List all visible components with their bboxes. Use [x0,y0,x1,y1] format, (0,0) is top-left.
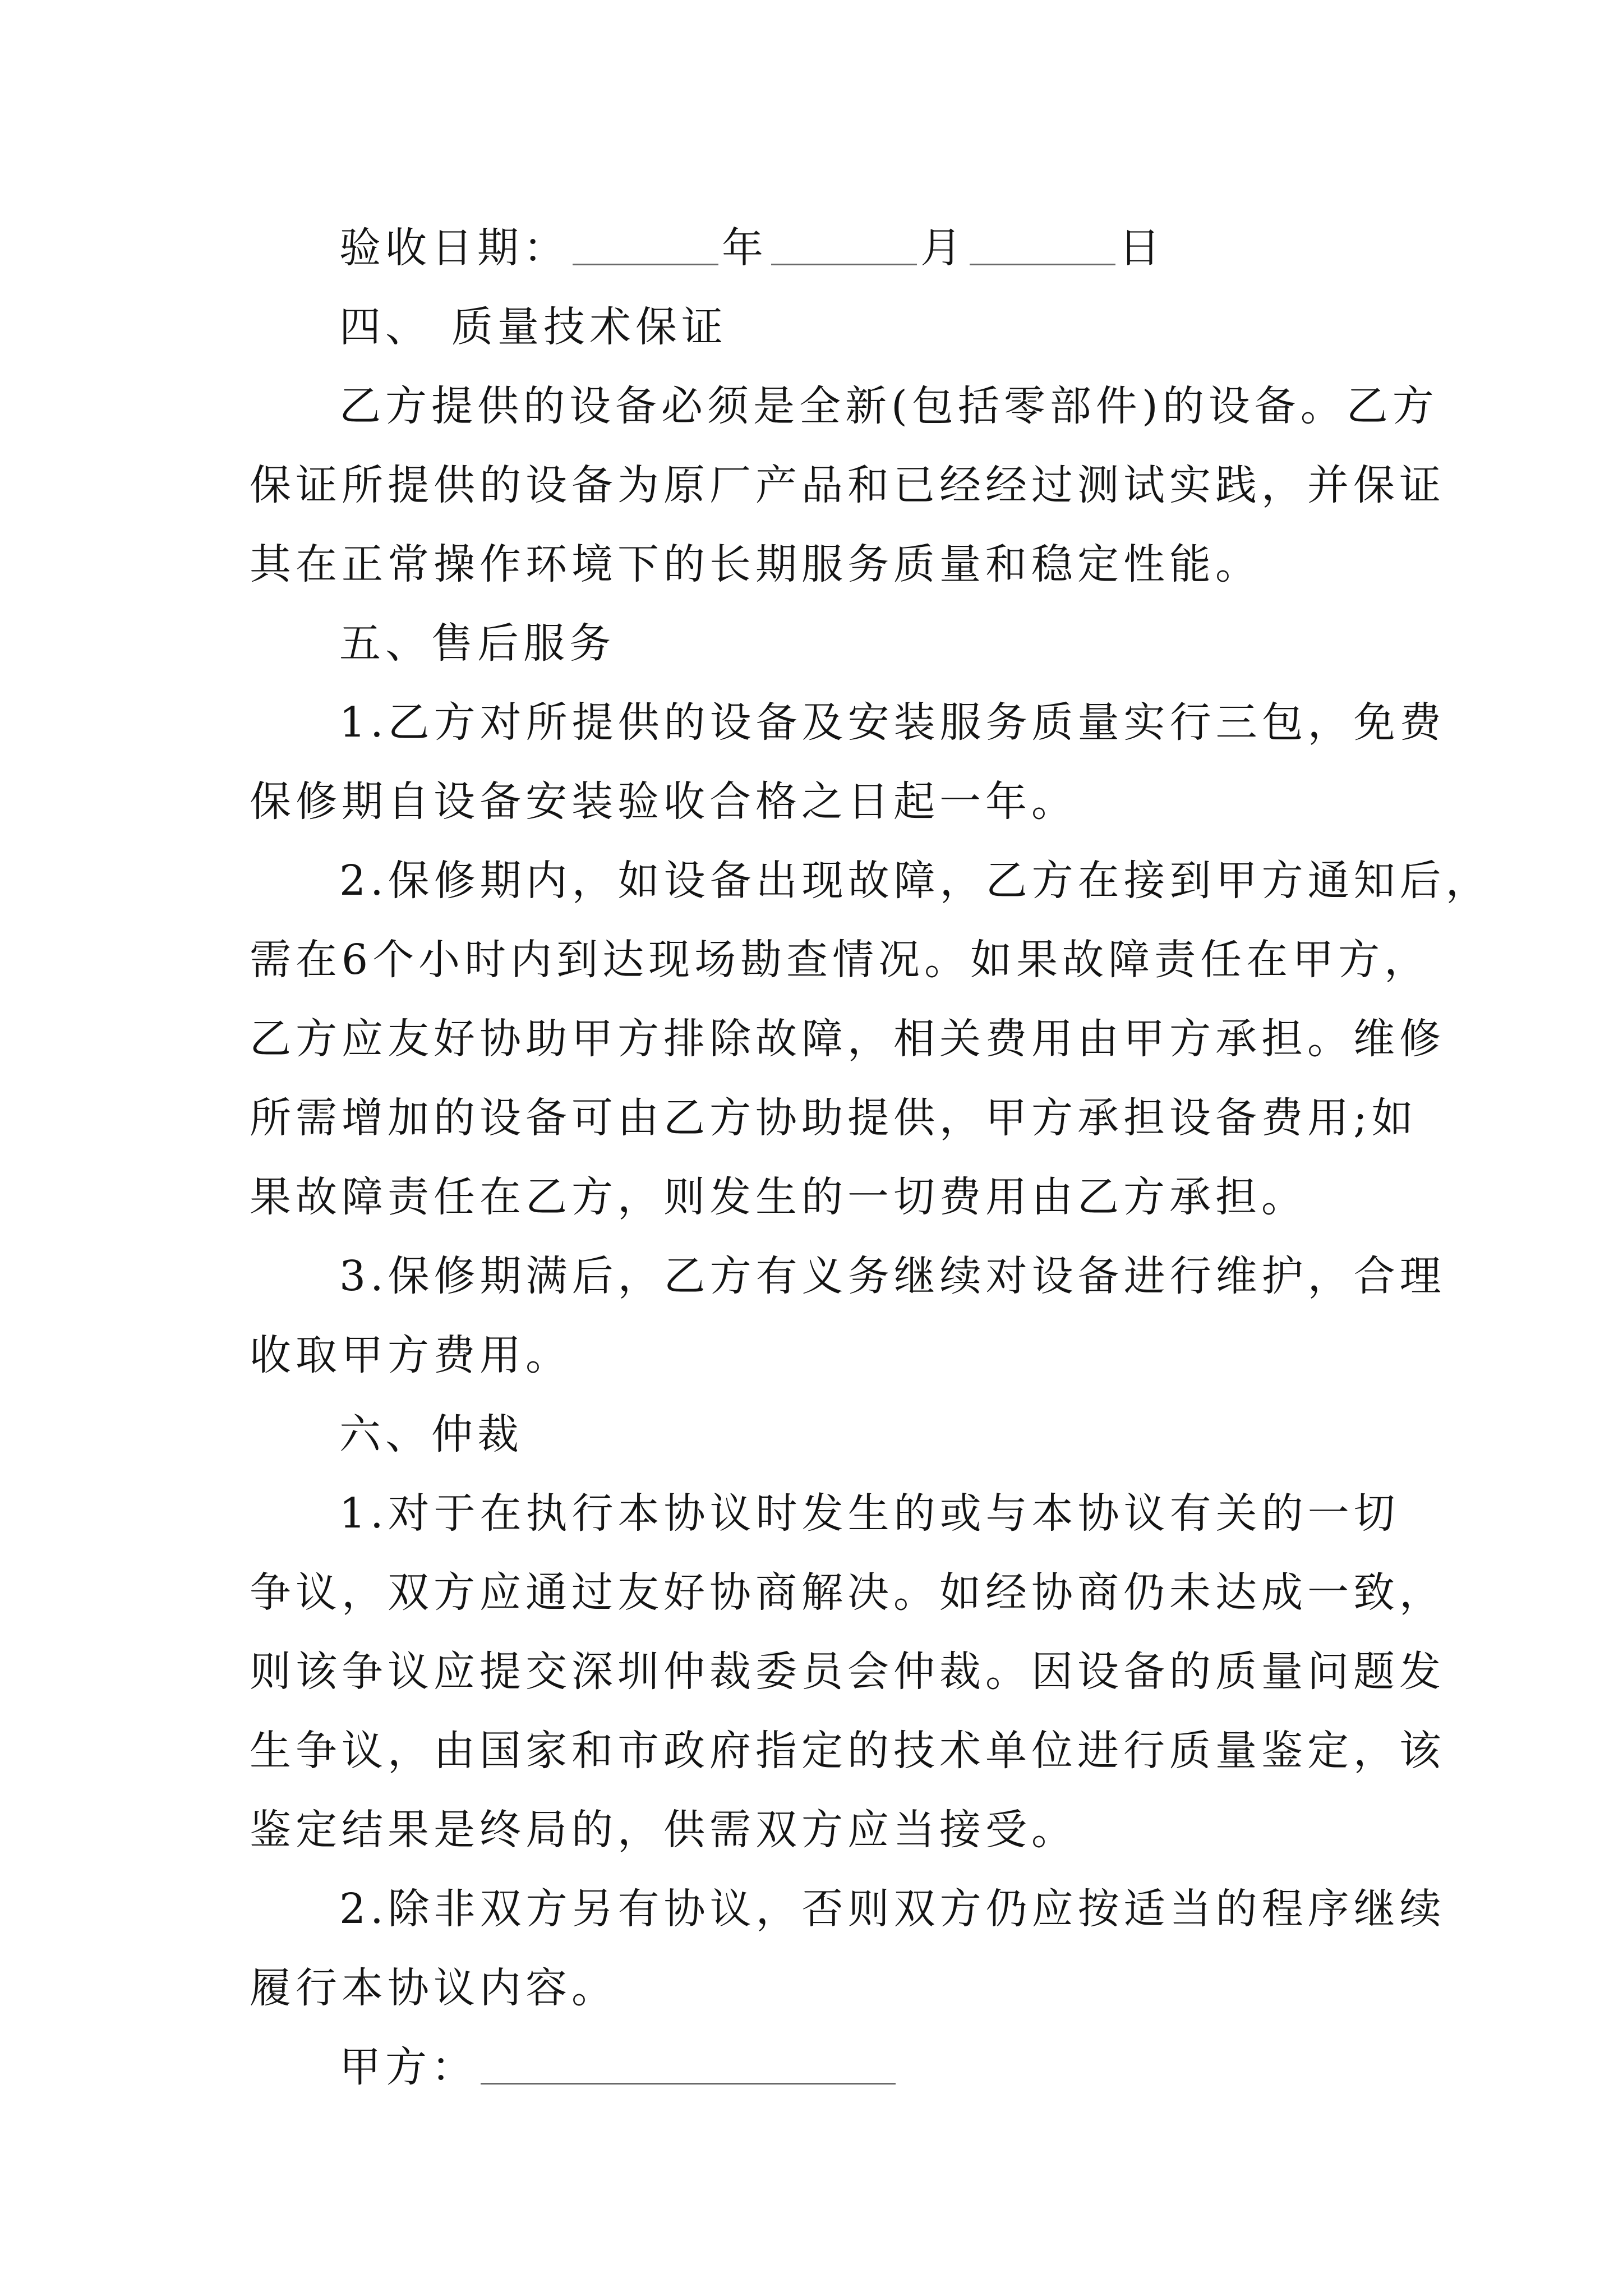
paragraph-line: 所需增加的设备可由乙方协助提供，甲方承担设备费用;如 [250,1094,1418,1142]
month-blank [771,224,917,265]
paragraph-line: 鉴定结果是终局的，供需双方应当接受。 [250,1806,1077,1854]
paragraph-line: 乙方提供的设备必须是全新(包括零部件)的设备。乙方 [339,382,1438,430]
party-a-label: 甲方： [339,2043,477,2091]
section-title: 质量技术保证 [451,303,727,351]
paragraph-line: 需在6个小时内到达现场勘查情况。如果故障责任在甲方， [250,936,1431,984]
paragraph-line: 2.除非双方另有协议，否则双方仍应按适当的程序继续 [339,1885,1446,1933]
paragraph-line: 生争议，由国家和市政府指定的技术单位进行质量鉴定，该 [250,1727,1445,1775]
paragraph-line: 则该争议应提交深圳仲裁委员会仲裁。因设备的质量问题发 [250,1648,1445,1696]
paragraph-line: 2.保修期内，如设备出现故障，乙方在接到甲方通知后， [339,857,1492,905]
paragraph-line: 收取甲方费用。 [250,1331,571,1379]
paragraph-line: 1.对于在执行本协议时发生的或与本协议有关的一切 [339,1489,1400,1538]
paragraph-line: 争议，双方应通过友好协商解决。如经协商仍未达成一致， [250,1568,1445,1617]
section-heading-quality [250,288,1394,367]
paragraph-line: 3.保修期满后，乙方有义务继续对设备进行维护，合理 [339,1252,1446,1300]
paragraph-line: 其在正常操作环境下的长期服务质量和稳定性能。 [250,540,1261,588]
acceptance-date-line [250,209,1394,288]
paragraph-line: 履行本协议内容。 [250,1964,617,2012]
paragraph-line: 1.乙方对所提供的设备及安装服务质量实行三包，免费 [339,698,1446,747]
day-label: 日 [1119,224,1165,272]
year-blank [573,224,718,265]
paragraph-line: 果故障责任在乙方，则发生的一切费用由乙方承担。 [250,1173,1307,1221]
section-heading-arbitration: 六、仲裁 [339,1410,523,1458]
section-heading-after-sales: 五、售后服务 [339,619,615,668]
month-label: 月 [920,224,966,272]
acceptance-date-label: 验收日期： [339,224,569,272]
party-a-signature-line [250,2028,1394,2107]
paragraph-line: 保修期自设备安装验收合格之日起一年。 [250,777,1077,826]
party-a-blank [481,2044,896,2085]
section-number: 四、 [339,303,431,351]
document-body [250,209,1492,2107]
year-label: 年 [722,224,768,272]
day-blank [970,224,1115,265]
paragraph-line: 保证所提供的设备为原厂产品和已经经过测试实践，并保证 [250,461,1445,509]
paragraph-line: 乙方应友好协助甲方排除故障，相关费用由甲方承担。维修 [250,1015,1445,1063]
